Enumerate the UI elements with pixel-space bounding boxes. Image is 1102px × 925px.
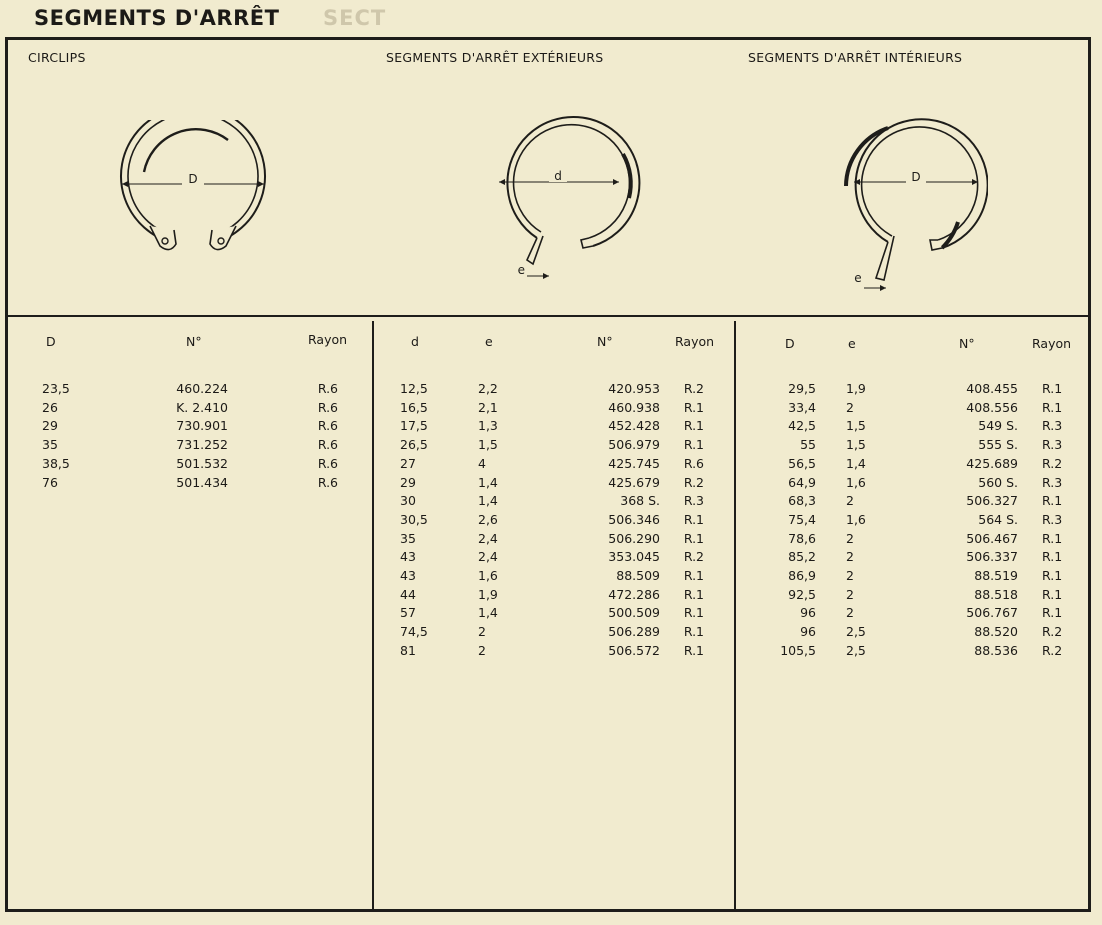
circlips-cell-rayon: R.6: [317, 474, 338, 490]
header-divider: [8, 315, 1088, 317]
int-cell-no: 506.337: [966, 549, 1018, 565]
ext-cell-d: 57: [400, 605, 416, 621]
ext-cell-no: 506.979: [608, 437, 660, 453]
int-cell-D: 85,2: [788, 549, 816, 565]
ext-cell-no: 506.289: [608, 624, 660, 640]
int-cell-D: 64,9: [788, 474, 816, 490]
ext-cell-no: 425.745: [608, 455, 660, 471]
ext-cell-rayon: R.6: [683, 455, 704, 471]
int-cell-D: 96: [800, 605, 816, 621]
int-cell-D: 96: [800, 624, 816, 640]
ext-cell-rayon: R.1: [683, 568, 704, 583]
ext-cell-d: 29: [400, 474, 416, 490]
ext-cell-rayon: R.2: [683, 474, 704, 490]
int-cell-rayon: R.3: [1042, 474, 1063, 490]
ext-cell-e: 2,2: [478, 381, 498, 396]
int-cell-no: 88.519: [974, 568, 1018, 583]
ext-header-no: N°: [597, 334, 613, 349]
int-cell-e: 2: [846, 586, 854, 602]
ext-cell-rayon: R.1: [683, 399, 704, 415]
ext-cell-no: 88.509: [616, 568, 660, 583]
ext-cell-no: 506.572: [608, 642, 660, 658]
circlip-figure: [108, 120, 278, 260]
int-cell-D: 75,4: [788, 511, 816, 527]
circlips-cell-D: 38,5: [42, 455, 70, 471]
int-cell-e: 2,5: [846, 624, 866, 640]
ext-cell-rayon: R.1: [683, 418, 704, 434]
ext-cell-d: 74,5: [400, 624, 428, 640]
int-cell-no: 549 S.: [978, 418, 1018, 434]
int-cell-rayon: R.1: [1042, 586, 1063, 602]
ext-cell-no: 425.679: [608, 474, 660, 490]
int-cell-no: 506.327: [966, 493, 1018, 509]
external-ring-figure: [483, 102, 643, 287]
int-cell-D: 42,5: [788, 418, 816, 434]
int-cell-e: 1,5: [846, 418, 866, 434]
int-cell-D: 56,5: [788, 455, 816, 471]
int-header-D: D: [785, 336, 795, 351]
int-cell-D: 105,5: [780, 642, 816, 658]
int-cell-rayon: R.2: [1042, 642, 1063, 658]
ext-cell-rayon: R.2: [683, 381, 704, 396]
int-cell-e: 1,5: [846, 437, 866, 453]
circlips-cell-D: 29: [42, 418, 58, 434]
int-cell-rayon: R.1: [1042, 605, 1063, 621]
int-cell-e: 2: [846, 549, 854, 565]
circlips-cell-rayon: R.6: [317, 418, 338, 434]
ext-cell-d: 44: [400, 586, 416, 602]
int-cell-rayon: R.1: [1042, 549, 1063, 565]
circlips-cell-no: K. 2.410: [176, 399, 228, 415]
int-cell-rayon: R.2: [1042, 455, 1063, 471]
int-cell-e: 1,6: [846, 474, 866, 490]
ext-cell-rayon: R.1: [683, 624, 704, 640]
circlips-header-D: D: [46, 334, 56, 349]
circlips-cell-no: 501.532: [176, 455, 228, 471]
int-cell-no: 506.767: [966, 605, 1018, 621]
circlips-cell-no: 731.252: [176, 437, 228, 453]
int-cell-D: 29,5: [788, 381, 816, 396]
ext-cell-no: 353.045: [608, 549, 660, 565]
circlips-cell-rayon: R.6: [317, 381, 338, 396]
ext-cell-rayon: R.2: [683, 549, 704, 565]
int-cell-D: 68,3: [788, 493, 816, 509]
ext-cell-rayon: R.3: [683, 493, 704, 509]
int-cell-D: 86,9: [788, 568, 816, 583]
ext-cell-e: 2: [478, 642, 486, 658]
ext-cell-d: 27: [400, 455, 416, 471]
circlips-cell-no: 501.434: [176, 474, 228, 490]
int-cell-e: 2: [846, 605, 854, 621]
ext-cell-e: 1,4: [478, 493, 498, 509]
ext-cell-rayon: R.1: [683, 605, 704, 621]
column-divider-2: [734, 321, 736, 909]
dimension-label-e-int: e: [854, 271, 862, 285]
int-cell-no: 88.536: [974, 642, 1018, 658]
ext-cell-d: 16,5: [400, 399, 428, 415]
int-cell-no: 88.518: [974, 586, 1018, 602]
ext-cell-e: 1,4: [478, 474, 498, 490]
ext-cell-d: 30: [400, 493, 416, 509]
ext-cell-e: 1,5: [478, 437, 498, 453]
int-header-e: e: [848, 336, 856, 351]
int-cell-no: 425.689: [966, 455, 1018, 471]
ext-cell-e: 1,6: [478, 568, 498, 583]
int-cell-D: 33,4: [788, 399, 816, 415]
ext-cell-e: 2,4: [478, 549, 498, 565]
ext-cell-e: 1,9: [478, 586, 498, 602]
circlips-header-rayon: Rayon: [308, 332, 348, 347]
circlips-header-no: N°: [186, 334, 202, 349]
int-cell-e: 2: [846, 493, 854, 509]
int-cell-rayon: R.1: [1042, 381, 1063, 396]
int-cell-rayon: R.1: [1042, 530, 1063, 546]
ext-cell-no: 420.953: [608, 381, 660, 396]
int-cell-e: 2: [846, 568, 854, 583]
ext-cell-e: 1,3: [478, 418, 498, 434]
ext-cell-rayon: R.1: [683, 642, 704, 658]
bleed-through-text: SECT: [323, 6, 387, 30]
circlips-cell-no: 730.901: [176, 418, 228, 434]
dimension-label-D: D: [188, 172, 198, 186]
ext-cell-d: 43: [400, 568, 416, 583]
ext-cell-rayon: R.1: [683, 586, 704, 602]
int-cell-rayon: R.1: [1042, 568, 1063, 583]
dimension-label-d: d: [554, 169, 562, 183]
dimension-label-D-int: D: [911, 170, 921, 184]
int-cell-D: 92,5: [788, 586, 816, 602]
ext-cell-d: 35: [400, 530, 416, 546]
ext-cell-no: 460.938: [608, 399, 660, 415]
int-cell-e: 1,4: [846, 455, 866, 471]
int-cell-e: 2: [846, 530, 854, 546]
circlips-cell-rayon: R.6: [317, 455, 338, 471]
ext-header-rayon: Rayon: [675, 334, 715, 349]
page-title: SEGMENTS D'ARRÊT: [34, 6, 280, 30]
ext-cell-d: 17,5: [400, 418, 428, 434]
column-divider-1: [372, 321, 374, 909]
int-cell-rayon: R.3: [1042, 511, 1063, 527]
ext-cell-d: 12,5: [400, 381, 428, 396]
ext-cell-d: 43: [400, 549, 416, 565]
ext-cell-e: 2,4: [478, 530, 498, 546]
ext-cell-rayon: R.1: [683, 511, 704, 527]
int-cell-rayon: R.2: [1042, 624, 1063, 640]
int-header-rayon: Rayon: [1032, 336, 1072, 351]
ext-cell-rayon: R.1: [683, 437, 704, 453]
section-label-circlips: CIRCLIPS: [28, 50, 86, 65]
section-label-interieurs: SEGMENTS D'ARRÊT INTÉRIEURS: [748, 50, 963, 65]
circlips-cell-D: 26: [42, 399, 58, 415]
int-cell-no: 555 S.: [978, 437, 1018, 453]
ext-cell-no: 368 S.: [620, 493, 660, 509]
int-cell-rayon: R.1: [1042, 399, 1063, 415]
int-cell-no: 88.520: [974, 624, 1018, 640]
ext-cell-d: 81: [400, 642, 416, 658]
int-cell-no: 564 S.: [978, 511, 1018, 527]
int-cell-D: 78,6: [788, 530, 816, 546]
table-frame: [5, 37, 1091, 912]
circlips-cell-no: 460.224: [176, 381, 228, 396]
circlips-cell-rayon: R.6: [317, 437, 338, 453]
ext-cell-e: 1,4: [478, 605, 498, 621]
ext-cell-e: 4: [478, 455, 486, 471]
ext-cell-no: 500.509: [608, 605, 660, 621]
ext-header-d: d: [411, 334, 419, 349]
ext-cell-e: 2,6: [478, 511, 498, 527]
circlips-cell-D: 76: [42, 474, 58, 490]
ext-cell-no: 506.290: [608, 530, 660, 546]
ext-header-e: e: [485, 334, 493, 349]
int-header-no: N°: [959, 336, 975, 351]
int-cell-no: 560 S.: [978, 474, 1018, 490]
circlips-cell-D: 35: [42, 437, 58, 453]
int-cell-rayon: R.3: [1042, 437, 1063, 453]
ext-cell-no: 472.286: [608, 586, 660, 602]
int-cell-e: 1,6: [846, 511, 866, 527]
int-cell-rayon: R.3: [1042, 418, 1063, 434]
int-cell-D: 55: [800, 437, 816, 453]
int-cell-rayon: R.1: [1042, 493, 1063, 509]
ext-cell-d: 26,5: [400, 437, 428, 453]
section-label-exterieurs: SEGMENTS D'ARRÊT EXTÉRIEURS: [386, 50, 604, 65]
ext-cell-e: 2: [478, 624, 486, 640]
ext-cell-d: 30,5: [400, 511, 428, 527]
circlips-cell-D: 23,5: [42, 381, 70, 396]
ext-cell-rayon: R.1: [683, 530, 704, 546]
dimension-label-e-ext: e: [517, 263, 525, 277]
internal-ring-figure: [828, 110, 988, 295]
ext-cell-no: 452.428: [608, 418, 660, 434]
circlips-cell-rayon: R.6: [317, 399, 338, 415]
int-cell-no: 408.556: [966, 399, 1018, 415]
int-cell-no: 408.455: [966, 381, 1018, 396]
ext-cell-e: 2,1: [478, 399, 498, 415]
int-cell-no: 506.467: [966, 530, 1018, 546]
int-cell-e: 2: [846, 399, 854, 415]
ext-cell-no: 506.346: [608, 511, 660, 527]
int-cell-e: 2,5: [846, 642, 866, 658]
int-cell-e: 1,9: [846, 381, 866, 396]
